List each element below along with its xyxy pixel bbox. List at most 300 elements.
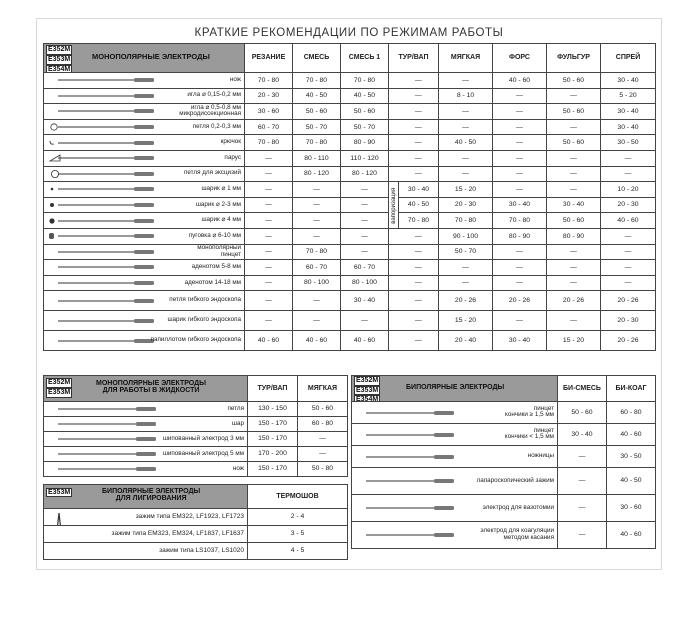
value-cell: 50 - 60: [547, 73, 601, 89]
button-electrode-icon: [48, 232, 156, 240]
instrument-cell: [44, 197, 245, 213]
ligation-row: [44, 543, 348, 560]
knife-electrode-icon: [48, 76, 156, 84]
col-header-thermoseal: ТЕРМОШОВ: [248, 485, 348, 509]
instrument-label: шарик ⌀ 1 мм: [201, 185, 241, 193]
value-cell: 50 - 60: [293, 104, 341, 120]
blank-cell: [389, 244, 399, 260]
liquid-row: [44, 417, 348, 432]
monopolar-row: [44, 260, 656, 276]
blank-cell: [389, 291, 399, 311]
value-cell: 60 - 80: [298, 417, 348, 432]
monopolar-header-row: [44, 44, 656, 73]
instrument-cell: [44, 447, 248, 462]
value-cell: 30 - 40: [547, 197, 601, 213]
value-cell: 80 - 100: [293, 275, 341, 291]
value-cell: —: [493, 275, 547, 291]
section-title: БИПОЛЯРНЫЕ ЭЛЕКТРОДЫ: [406, 384, 505, 391]
value-cell: —: [493, 166, 547, 182]
model-badge: E352M: [356, 377, 379, 384]
instrument-label: папиллотом гибкого эндоскопа: [150, 336, 241, 344]
instrument-label: нож: [232, 464, 244, 472]
instrument-label: шар: [231, 419, 244, 427]
bipolar-row: [352, 522, 656, 549]
value-cell: 30 - 40: [493, 331, 547, 351]
value-cell: 5 - 20: [601, 88, 656, 104]
instrument-cell: [44, 104, 245, 120]
value-cell: 150 - 170: [248, 432, 298, 447]
liquid-header-row: [44, 376, 348, 402]
value-cell: 40 - 60: [341, 331, 389, 351]
value-cell: —: [399, 88, 439, 104]
value-cell: 80 - 90: [341, 135, 389, 151]
value-cell: 15 - 20: [439, 311, 493, 331]
value-cell: 70 - 80: [293, 73, 341, 89]
value-cell: —: [493, 104, 547, 120]
value-cell: 20 - 30: [439, 197, 493, 213]
blank-cell: [389, 104, 399, 120]
value-cell: —: [298, 432, 348, 447]
liquid-row: [44, 447, 348, 462]
value-cell: —: [245, 311, 293, 331]
value-cell: 20 - 26: [439, 291, 493, 311]
instrument-cell: [44, 213, 245, 229]
col-header-blend1: СМЕСЬ 1: [341, 44, 389, 73]
value-cell: —: [399, 291, 439, 311]
liquid-electrode-icon: [48, 420, 158, 428]
needle-electrode-icon: [48, 92, 156, 100]
value-cell: 60 - 80: [607, 402, 656, 424]
value-cell: 150 - 170: [248, 417, 298, 432]
monopolar-row: [44, 166, 656, 182]
papillotome-icon: [48, 337, 156, 345]
ligation-table: [43, 484, 348, 560]
monopolar-row: [44, 275, 656, 291]
value-cell: —: [547, 311, 601, 331]
instrument-cell: [44, 88, 245, 104]
excision-loop-icon: [48, 170, 156, 178]
value-cell: —: [493, 119, 547, 135]
ball-1mm-icon: [48, 185, 156, 193]
value-cell: —: [558, 522, 607, 549]
value-cell: 2 - 4: [248, 509, 348, 526]
value-cell: —: [558, 468, 607, 495]
col-header-bi-blend: БИ-СМЕСЬ: [558, 376, 607, 402]
value-cell: 30 - 40: [601, 104, 656, 120]
instrument-label: шарик ⌀ 4 мм: [201, 216, 241, 224]
blank-cell: [389, 275, 399, 291]
value-cell: —: [439, 166, 493, 182]
value-cell: —: [399, 135, 439, 151]
value-cell: —: [399, 228, 439, 244]
value-cell: —: [601, 150, 656, 166]
clamp-cell: [44, 526, 248, 543]
instrument-label: лапароскопический зажим: [476, 476, 554, 484]
instrument-cell: [352, 446, 558, 468]
instrument-label: ножницы: [527, 452, 554, 460]
value-cell: —: [493, 182, 547, 198]
instrument-label: шипованный электрод 3 мм: [162, 434, 244, 442]
instrument-label: аденотом 14-18 мм: [184, 278, 241, 286]
value-cell: 70 - 80: [293, 135, 341, 151]
endoscope-ball-icon: [48, 317, 156, 325]
value-cell: 80 - 100: [341, 275, 389, 291]
value-cell: 30 - 40: [601, 119, 656, 135]
value-cell: —: [245, 166, 293, 182]
bipolar-instrument-icon: [356, 431, 456, 439]
value-cell: —: [293, 213, 341, 229]
value-cell: 50 - 80: [298, 462, 348, 477]
value-cell: —: [601, 166, 656, 182]
value-cell: —: [293, 291, 341, 311]
bipolar-row: [352, 424, 656, 446]
instrument-label: электрод для коагуляции методом касания: [480, 527, 554, 541]
liquid-electrode-icon: [48, 405, 158, 413]
value-cell: 20 - 30: [601, 197, 656, 213]
value-cell: 40 - 50: [439, 135, 493, 151]
value-cell: 150 - 170: [248, 462, 298, 477]
ligation-row: [44, 509, 348, 526]
instrument-label: игла ⌀ 0,15-0,2 мм: [187, 91, 241, 99]
value-cell: 80 - 90: [547, 228, 601, 244]
clamp-cell: [44, 543, 248, 560]
value-cell: —: [245, 244, 293, 260]
instrument-label: парус: [224, 153, 241, 161]
model-badge: E353M: [48, 388, 71, 396]
value-cell: 20 - 30: [245, 88, 293, 104]
liquid-section-header: [44, 376, 248, 402]
value-cell: —: [547, 244, 601, 260]
value-cell: 70 - 80: [245, 73, 293, 89]
value-cell: 30 - 40: [558, 424, 607, 446]
monopolar-table: [43, 43, 656, 351]
instrument-cell: [44, 166, 245, 182]
clamp-label: зажим типа LS1037, LS1020: [159, 546, 244, 554]
adenotome-small-icon: [48, 263, 156, 271]
clamp-cell: [44, 509, 248, 526]
value-cell: —: [547, 88, 601, 104]
model-badges: [46, 488, 72, 497]
value-cell: 170 - 200: [248, 447, 298, 462]
value-cell: 15 - 20: [439, 182, 493, 198]
bipolar-instrument-icon: [356, 453, 456, 461]
clamp-label: зажим типа EM323, EM324, LF1837, LF1637: [111, 529, 244, 537]
monopolar-row: [44, 73, 656, 89]
value-cell: —: [399, 331, 439, 351]
value-cell: 30 - 40: [493, 197, 547, 213]
instrument-cell: [44, 417, 248, 432]
liquid-electrode-icon: [48, 450, 158, 458]
instrument-cell: [44, 462, 248, 477]
value-cell: —: [547, 166, 601, 182]
monopolar-row: [44, 104, 656, 120]
value-cell: 110 - 120: [341, 150, 389, 166]
monopolar-row: [44, 291, 656, 311]
monopolar-row: [44, 88, 656, 104]
value-cell: 20 - 26: [601, 291, 656, 311]
value-cell: 90 - 100: [439, 228, 493, 244]
value-cell: 70 - 80: [493, 213, 547, 229]
value-cell: 40 - 50: [399, 197, 439, 213]
blank-cell: [389, 150, 399, 166]
instrument-label: шарик ⌀ 2-3 мм: [195, 200, 241, 208]
instrument-cell: [44, 182, 245, 198]
value-cell: 30 - 50: [607, 446, 656, 468]
value-cell: 20 - 26: [547, 291, 601, 311]
value-cell: 20 - 30: [601, 311, 656, 331]
liquid-electrode-icon: [48, 435, 158, 443]
value-cell: 20 - 40: [439, 331, 493, 351]
value-cell: 30 - 40: [399, 182, 439, 198]
bipolar-instrument-icon: [356, 531, 456, 539]
value-cell: —: [439, 260, 493, 276]
value-cell: —: [601, 244, 656, 260]
value-cell: —: [439, 73, 493, 89]
value-cell: 15 - 20: [547, 331, 601, 351]
section-title: МОНОПОЛЯРНЫЕ ЭЛЕКТРОДЫ: [92, 52, 210, 61]
value-cell: —: [558, 446, 607, 468]
instrument-label: крючок: [220, 138, 241, 146]
value-cell: 70 - 80: [439, 213, 493, 229]
ligation-section-header: [44, 485, 248, 509]
value-cell: 50 - 70: [439, 244, 493, 260]
section-title: МОНОПОЛЯРНЫЕ ЭЛЕКТРОДЫ ДЛЯ РАБОТЫ В ЖИДКОСТИ: [96, 380, 206, 395]
instrument-cell: [352, 522, 558, 549]
value-cell: 50 - 60: [341, 104, 389, 120]
instrument-cell: [44, 331, 245, 351]
instrument-cell: [352, 402, 558, 424]
col-header-soft: МЯГКАЯ: [298, 376, 348, 402]
value-cell: —: [399, 275, 439, 291]
liquid-electrode-icon: [48, 465, 158, 473]
section-title: БИПОЛЯРНЫЕ ЭЛЕКТРОДЫ ДЛЯ ЛИГИРОВАНИЯ: [102, 488, 201, 503]
col-header-fulgur: ФУЛЬГУР: [547, 44, 601, 73]
page-title: КРАТКИЕ РЕКОМЕНДАЦИИ ПО РЕЖИМАМ РАБОТЫ: [194, 27, 504, 39]
value-cell: —: [439, 119, 493, 135]
model-badge: E353M: [48, 55, 71, 63]
monopolar-row: [44, 150, 656, 166]
value-cell: —: [493, 260, 547, 276]
value-cell: —: [547, 150, 601, 166]
instrument-label: петля гибкого эндоскопа: [169, 296, 241, 304]
value-cell: —: [558, 495, 607, 522]
col-header-tur-vap: ТУР/ВАП: [248, 376, 298, 402]
value-cell: —: [245, 260, 293, 276]
instrument-label: пинцет кончики < 1,5 мм: [504, 426, 554, 441]
ball-4mm-icon: [48, 217, 156, 225]
value-cell: —: [601, 228, 656, 244]
loop-electrode-icon: [48, 123, 156, 131]
value-cell: —: [245, 291, 293, 311]
value-cell: 50 - 60: [547, 104, 601, 120]
model-badge: E352M: [48, 379, 71, 386]
col-header-tur-vap: ТУР/ВАП: [389, 44, 439, 73]
value-cell: 40 - 60: [493, 73, 547, 89]
microdissection-needle-icon: [48, 107, 156, 115]
value-cell: —: [601, 275, 656, 291]
col-header-bi-coag: БИ-КОАГ: [607, 376, 656, 402]
bipolar-section-header: [352, 376, 558, 402]
instrument-cell: [44, 402, 248, 417]
value-cell: 130 - 150: [248, 402, 298, 417]
instrument-cell: [44, 119, 245, 135]
instrument-cell: [352, 495, 558, 522]
monopolar-row: [44, 182, 656, 198]
liquid-row: [44, 402, 348, 417]
value-cell: —: [399, 260, 439, 276]
value-cell: —: [293, 197, 341, 213]
instrument-label: нож: [229, 75, 241, 83]
value-cell: —: [245, 213, 293, 229]
model-badge: E354M: [354, 395, 380, 401]
value-cell: 4 - 5: [248, 543, 348, 560]
liquid-row: [44, 462, 348, 477]
instrument-cell: [352, 468, 558, 495]
value-cell: 80 - 110: [293, 150, 341, 166]
ligation-row: [44, 526, 348, 543]
value-cell: —: [439, 104, 493, 120]
monopolar-forceps-icon: [48, 248, 156, 256]
instrument-cell: [44, 150, 245, 166]
value-cell: —: [439, 275, 493, 291]
endoscope-loop-icon: [48, 297, 156, 305]
bipolar-row: [352, 495, 656, 522]
value-cell: 50 - 70: [293, 119, 341, 135]
monopolar-row: [44, 197, 656, 213]
value-cell: —: [493, 311, 547, 331]
monopolar-section-header: [44, 44, 245, 73]
value-cell: 50 - 60: [547, 213, 601, 229]
sail-electrode-icon: [48, 154, 156, 162]
value-cell: —: [601, 260, 656, 276]
blank-cell: [389, 228, 399, 244]
value-cell: —: [341, 197, 389, 213]
value-cell: 40 - 60: [601, 213, 656, 229]
value-cell: 80 - 120: [293, 166, 341, 182]
value-cell: 20 - 26: [601, 331, 656, 351]
value-cell: —: [293, 311, 341, 331]
value-cell: 70 - 80: [341, 73, 389, 89]
col-header-forced: ФОРС: [493, 44, 547, 73]
value-cell: 60 - 70: [341, 260, 389, 276]
instrument-cell: [44, 432, 248, 447]
adenotome-large-icon: [48, 279, 156, 287]
monopolar-row: [44, 311, 656, 331]
bipolar-instrument-icon: [356, 504, 456, 512]
instrument-cell: [44, 275, 245, 291]
value-cell: —: [399, 150, 439, 166]
bipolar-header-row: [352, 376, 656, 402]
value-cell: —: [399, 311, 439, 331]
instrument-label: пуговка ⌀ 6-10 мм: [188, 231, 241, 239]
ligation-clamp-icon: [52, 511, 66, 526]
model-badges: [46, 45, 72, 73]
blank-cell: [389, 331, 399, 351]
value-cell: 40 - 60: [607, 424, 656, 446]
value-cell: —: [547, 260, 601, 276]
instrument-cell: [44, 291, 245, 311]
model-badge: E353M: [48, 489, 71, 496]
instrument-label: монополярный пинцет: [197, 244, 241, 258]
value-cell: 30 - 50: [601, 135, 656, 151]
value-cell: 50 - 70: [341, 119, 389, 135]
instrument-cell: [44, 260, 245, 276]
value-cell: —: [341, 228, 389, 244]
value-cell: —: [493, 150, 547, 166]
value-cell: —: [547, 119, 601, 135]
value-cell: —: [399, 244, 439, 260]
settings-sheet: [36, 18, 662, 570]
value-cell: 60 - 70: [245, 119, 293, 135]
ligation-header-row: [44, 485, 348, 509]
value-cell: —: [493, 135, 547, 151]
instrument-cell: [44, 228, 245, 244]
monopolar-row: [44, 228, 656, 244]
value-cell: —: [493, 244, 547, 260]
monopolar-row: [44, 213, 656, 229]
model-badge: E352M: [48, 46, 71, 53]
instrument-cell: [44, 244, 245, 260]
instrument-cell: [352, 424, 558, 446]
instrument-cell: [44, 73, 245, 89]
blank-cell: [389, 311, 399, 331]
value-cell: 50 - 60: [547, 135, 601, 151]
instrument-label: петля: [227, 404, 244, 412]
value-cell: —: [547, 182, 601, 198]
instrument-cell: [44, 135, 245, 151]
instrument-label: игла ⌀ 0,5-0,8 мм микродиссекционная: [179, 103, 241, 118]
value-cell: —: [245, 182, 293, 198]
model-badges: [46, 378, 72, 398]
blank-cell: [389, 73, 399, 89]
hook-electrode-icon: [48, 139, 156, 147]
value-cell: —: [439, 150, 493, 166]
ball-2-3mm-icon: [48, 201, 156, 209]
clamp-label: зажим типа EM322, LF1923, LF1723: [135, 512, 244, 520]
value-cell: 3 - 5: [248, 526, 348, 543]
value-cell: —: [341, 182, 389, 198]
value-cell: —: [399, 166, 439, 182]
model-badge: E354M: [48, 65, 71, 73]
value-cell: —: [298, 447, 348, 462]
value-cell: 70 - 80: [399, 213, 439, 229]
model-badges: [354, 376, 380, 402]
value-cell: 30 - 40: [341, 291, 389, 311]
value-cell: 80 - 90: [493, 228, 547, 244]
value-cell: —: [547, 275, 601, 291]
value-cell: —: [399, 73, 439, 89]
monopolar-row: [44, 331, 656, 351]
instrument-label: петля 0,2-0,3 мм: [192, 122, 241, 130]
liquid-table: [43, 375, 348, 477]
monopolar-row: [44, 119, 656, 135]
instrument-label: пинцет кончики ≥ 1,5 мм: [505, 404, 554, 419]
value-cell: 30 - 40: [601, 73, 656, 89]
value-cell: —: [245, 150, 293, 166]
instrument-label: аденотом 5-8 мм: [191, 263, 241, 271]
value-cell: 40 - 50: [293, 88, 341, 104]
value-cell: 70 - 80: [245, 135, 293, 151]
model-badge: E353M: [356, 386, 379, 394]
instrument-label: петля для эксцизий: [183, 169, 241, 177]
value-cell: —: [341, 213, 389, 229]
value-cell: —: [293, 228, 341, 244]
value-cell: 8 - 10: [439, 88, 493, 104]
value-cell: —: [293, 182, 341, 198]
value-cell: 40 - 60: [293, 331, 341, 351]
liquid-row: [44, 432, 348, 447]
instrument-cell: [44, 311, 245, 331]
